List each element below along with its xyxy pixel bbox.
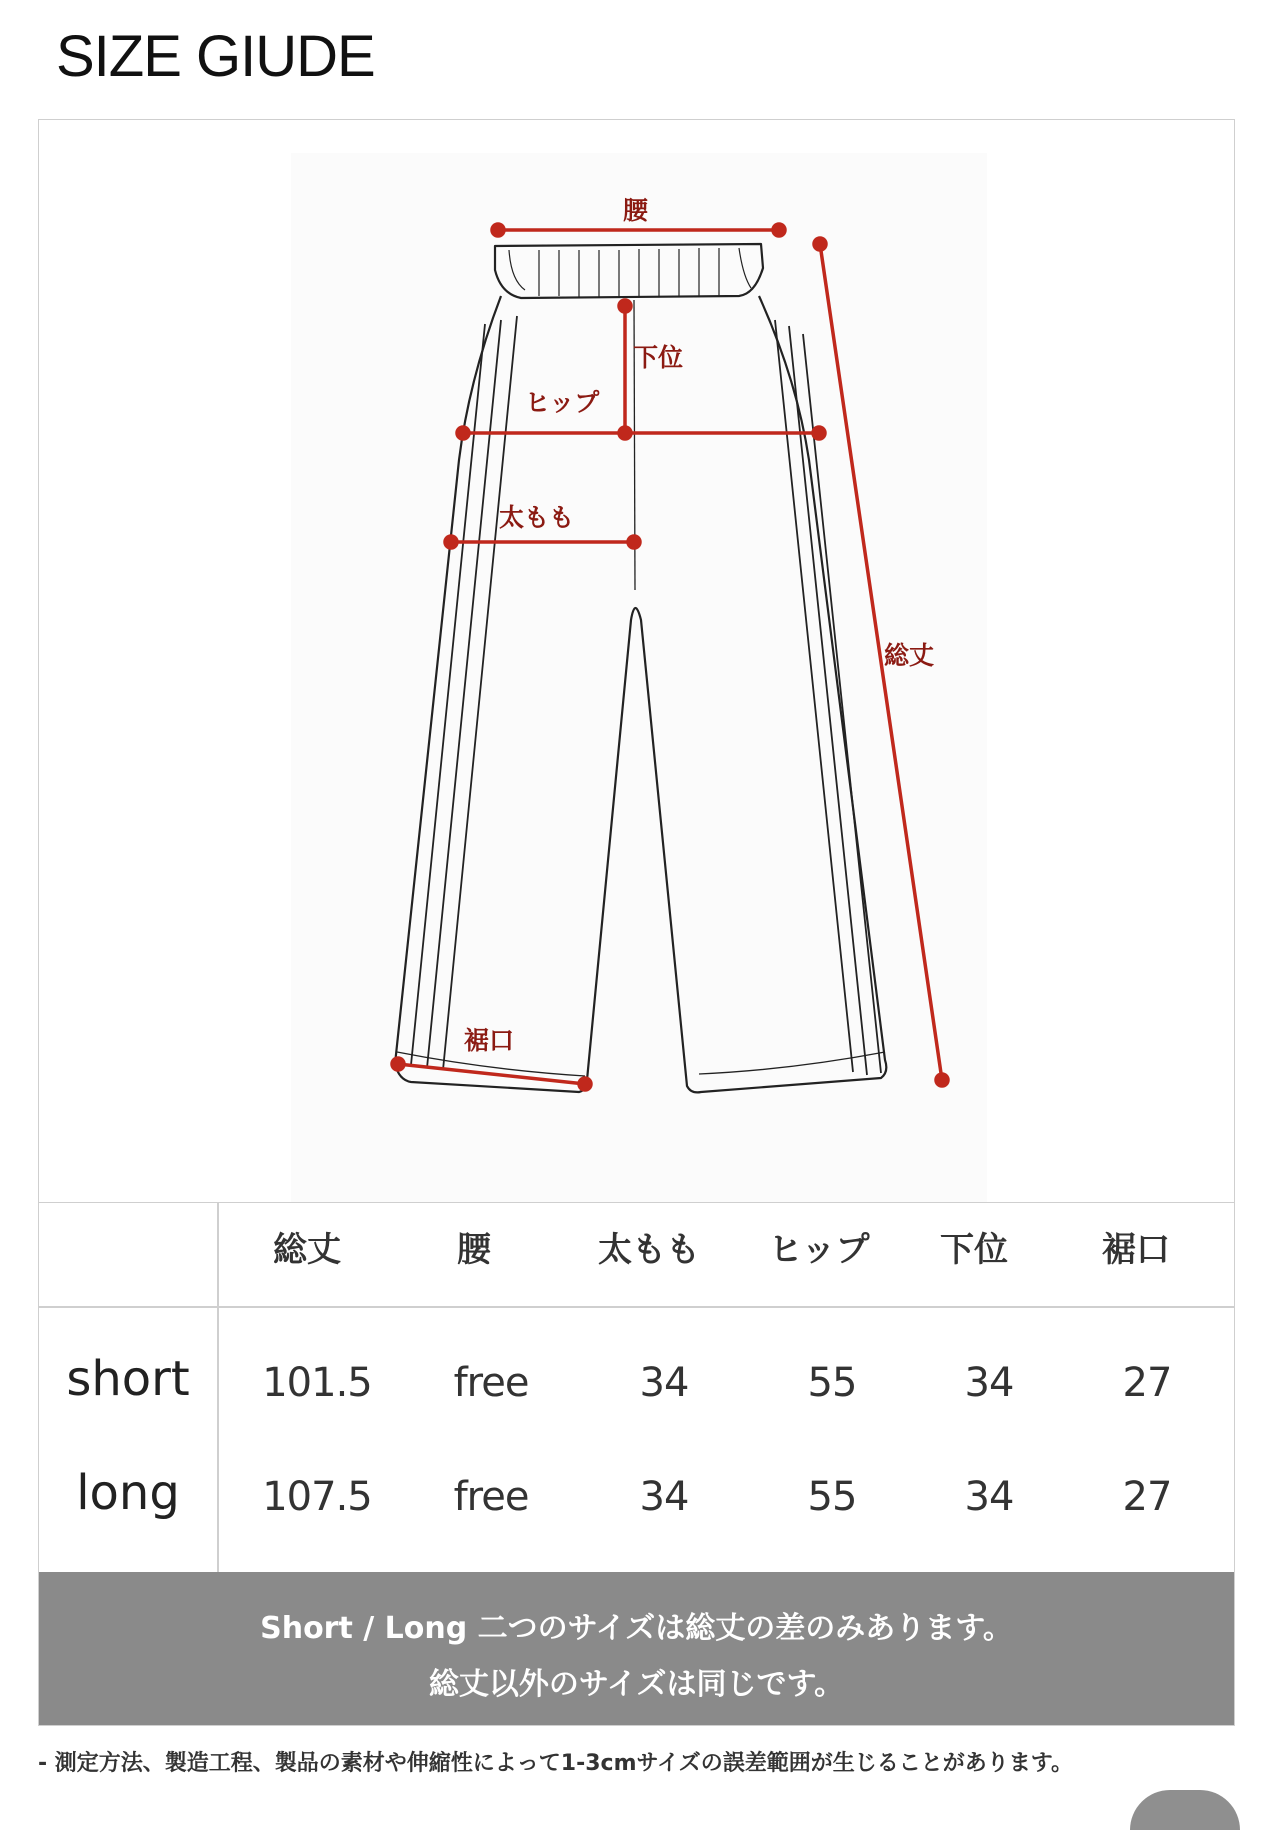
rise-label: 下位 (633, 343, 684, 372)
pants-illustration (39, 120, 1236, 1202)
header-rise: 下位 (940, 1230, 1008, 1270)
cell-short-hip: 55 (807, 1360, 857, 1406)
cell-short-waist: free (453, 1360, 529, 1406)
size-notice-banner (39, 1572, 1234, 1725)
table-column-divider (217, 1203, 219, 1573)
pants-measurement-diagram (39, 120, 1236, 1202)
cell-long-rise: 34 (964, 1474, 1014, 1520)
cell-long-waist: free (453, 1474, 529, 1520)
thigh-dot-right (628, 536, 640, 548)
thigh-label: 太もも (499, 503, 575, 532)
waist-dot-left (492, 224, 504, 236)
header-waist: 腰 (457, 1230, 491, 1270)
notice-line-2: 総丈以外のサイズは同じです。 (428, 1667, 845, 1702)
cell-long-hem: 27 (1122, 1474, 1172, 1520)
hem-label: 裾口 (464, 1026, 515, 1055)
measurement-disclaimer: - 測定方法、製造工程、製品の素材や伸縮性によって1-3cmサイズの誤差範囲が生じることがあります。 (38, 1751, 1073, 1776)
cell-long-hip: 55 (807, 1474, 857, 1520)
header-length: 総丈 (273, 1230, 341, 1270)
cell-short-length: 101.5 (262, 1360, 372, 1406)
waist-label: 腰 (623, 196, 649, 225)
hip-dot-left (457, 427, 469, 439)
header-hip: ヒップ (768, 1230, 870, 1270)
row-label-short: short (66, 1351, 190, 1407)
scroll-top-button[interactable] (1130, 1790, 1240, 1830)
length-dot-bottom (936, 1074, 948, 1086)
table-header-divider (39, 1306, 1234, 1308)
length-label: 総丈 (884, 641, 935, 670)
row-label-long: long (76, 1465, 180, 1521)
cell-long-thigh: 34 (639, 1474, 689, 1520)
cell-short-thigh: 34 (639, 1360, 689, 1406)
cell-long-length: 107.5 (262, 1474, 372, 1520)
hip-dot-right (813, 427, 825, 439)
notice-line-1: Short / Long 二つのサイズは総丈の差のみあります。 (260, 1611, 1013, 1646)
header-thigh: 太もも (598, 1230, 700, 1270)
hem-dot-left (392, 1058, 404, 1070)
header-hem: 裾口 (1102, 1230, 1170, 1270)
waist-dot-right (773, 224, 785, 236)
cell-short-hem: 27 (1122, 1360, 1172, 1406)
rise-dot-top (619, 300, 631, 312)
cell-short-rise: 34 (964, 1360, 1014, 1406)
thigh-dot-left (445, 536, 457, 548)
size-table (39, 1202, 1234, 1573)
page-title: SIZE GIUDE (56, 24, 375, 89)
hip-label: ヒップ (525, 388, 600, 417)
length-dot-top (814, 238, 826, 250)
hem-dot-right (579, 1078, 591, 1090)
hip-dot-mid (619, 427, 631, 439)
size-guide-panel (38, 119, 1235, 1726)
